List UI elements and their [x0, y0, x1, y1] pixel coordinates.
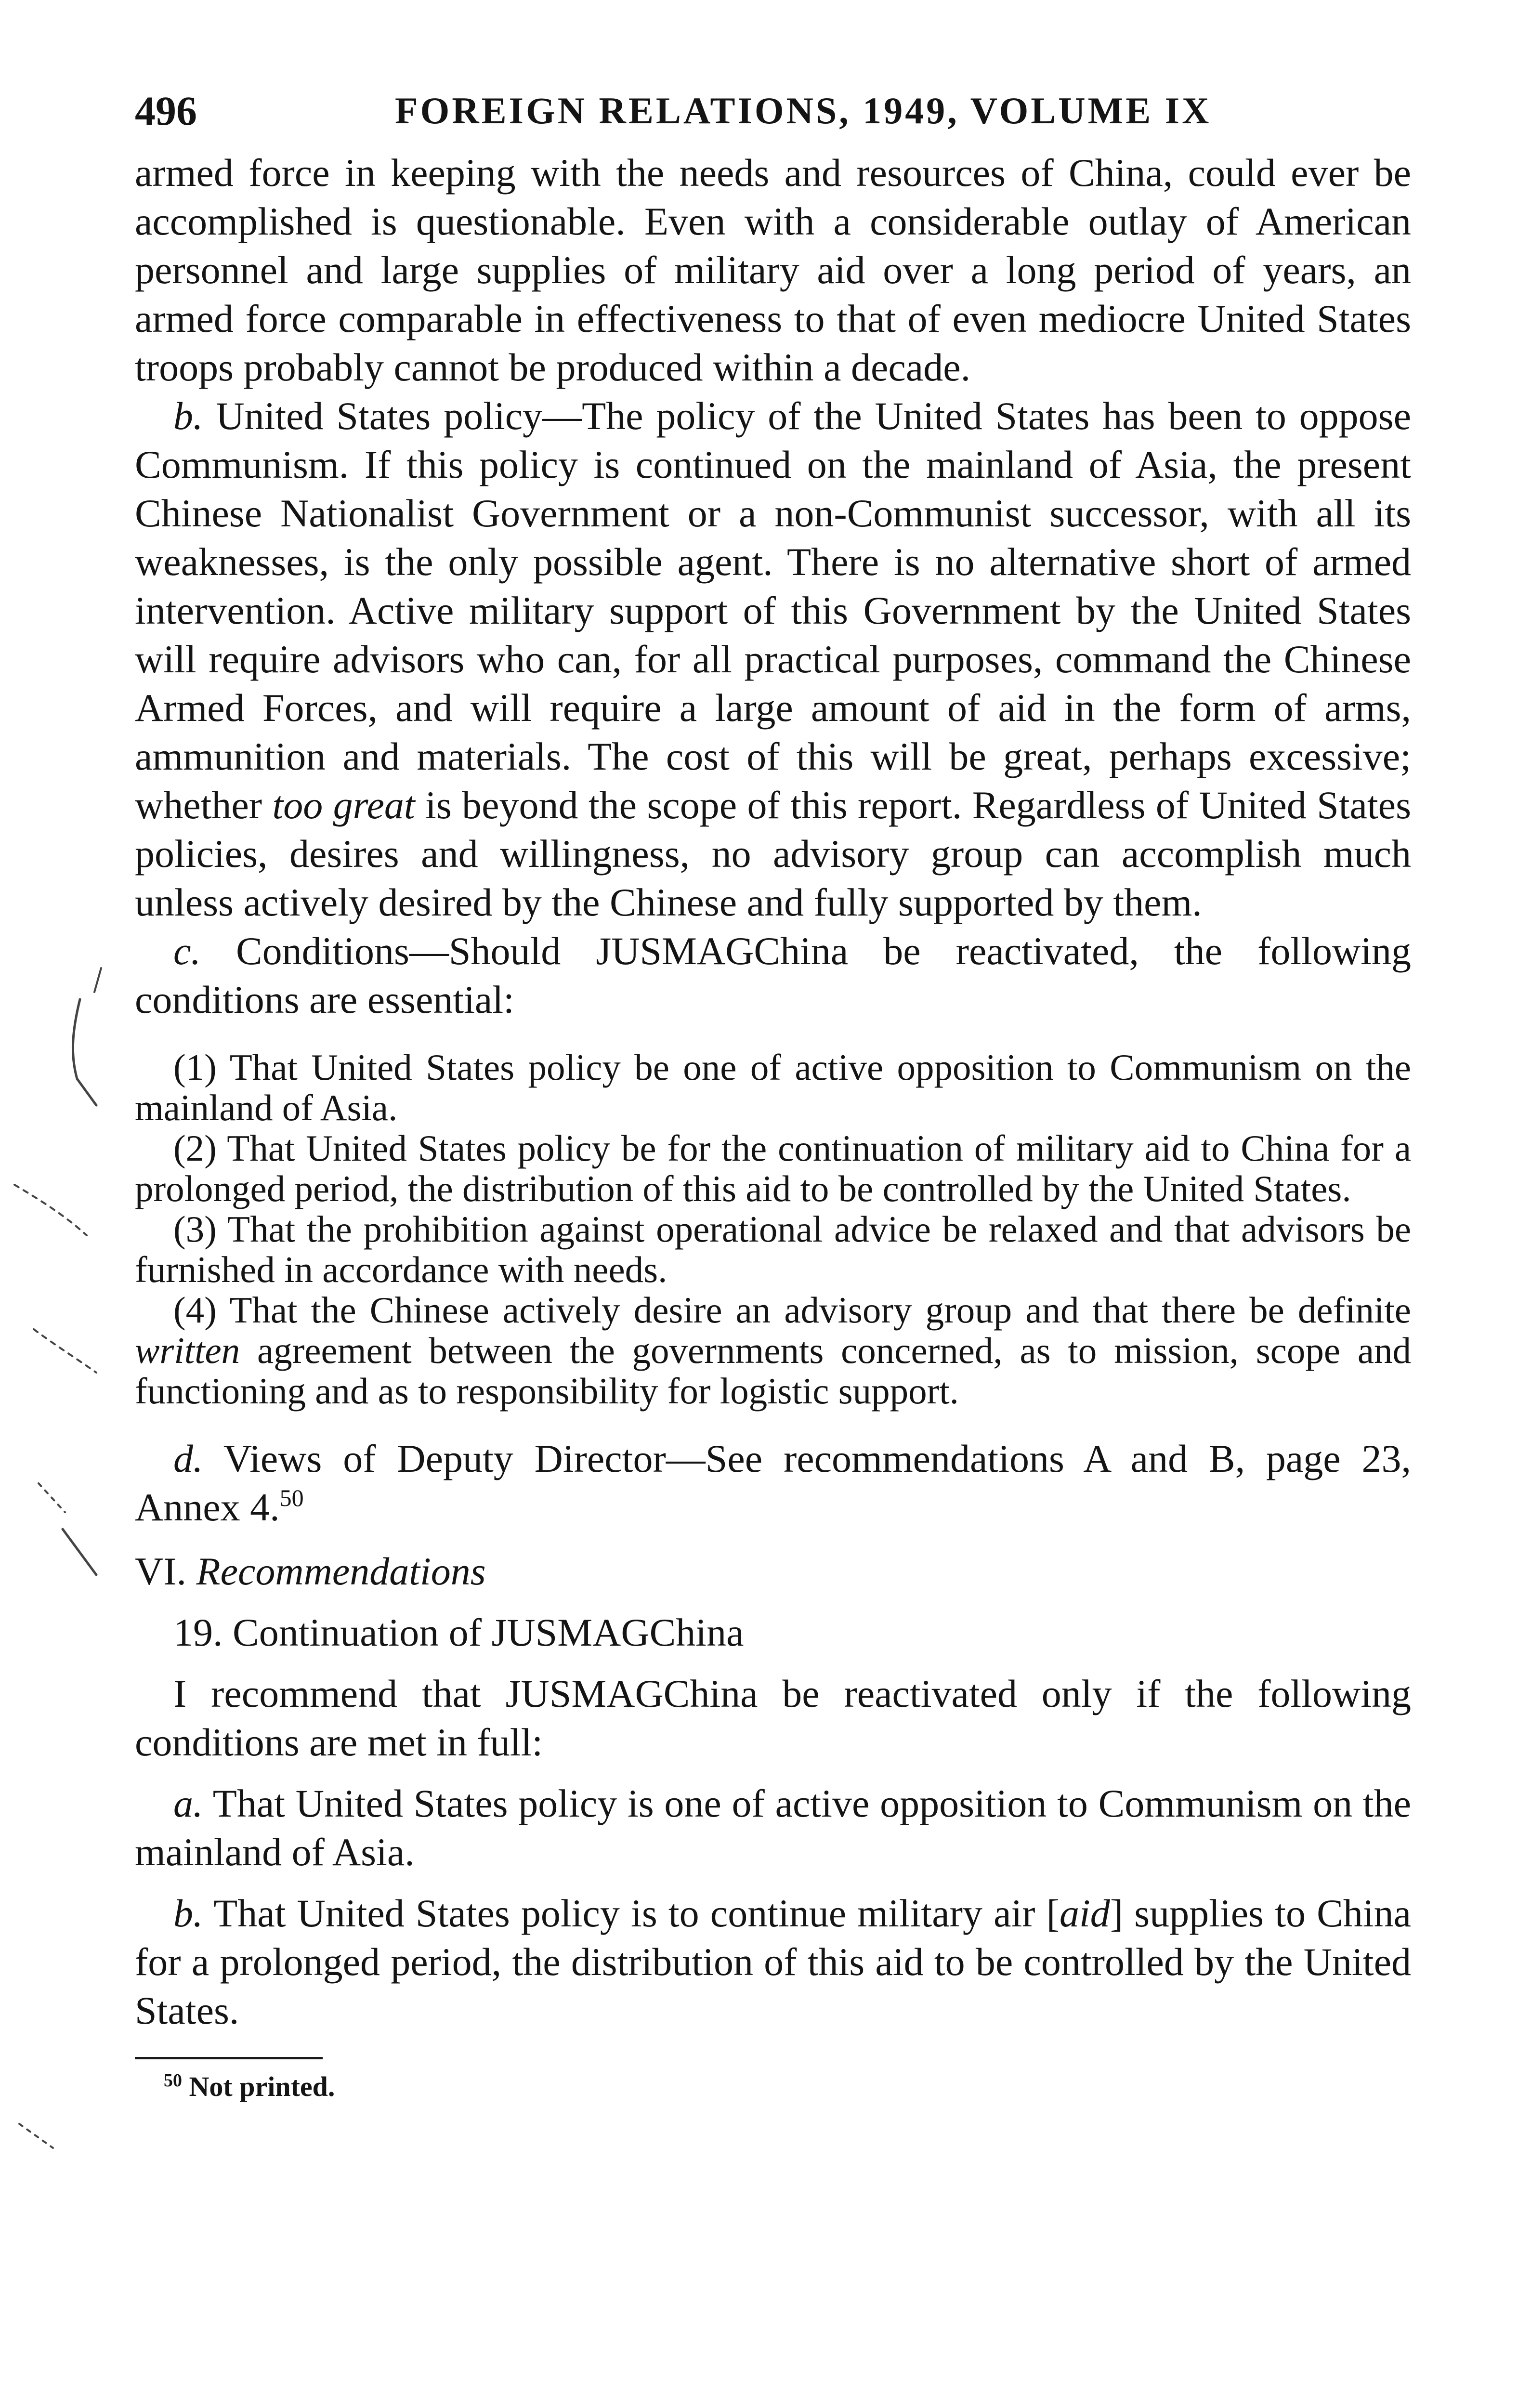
paragraph-b-marker: b.	[173, 394, 203, 438]
footnote-number: 50	[164, 2070, 182, 2091]
footnote-reference: 50	[279, 1484, 304, 1511]
condition-item-4-text-1: (4) That the Chinese actively desire an advisory group and that there be definite	[173, 1289, 1411, 1331]
paragraph-b-text-2: is beyond the scope of this report. Regardless of United States policies, desires and willingness, no advisory group can accomplish much unless actively desired by the Chinese and fully supported by them.	[135, 783, 1411, 924]
paragraph-c-text: Conditions—Should JUSMAGChina be reactivated, the following conditions are essential:	[135, 929, 1411, 1021]
recommendation-b-emphasis: aid	[1060, 1891, 1110, 1935]
conditions-list	[135, 1047, 1411, 1411]
condition-item-4	[135, 1290, 1411, 1411]
footnote-text: Not printed.	[189, 2071, 335, 2102]
condition-item-3: (3) That the prohibition against operational advice be relaxed and that advisors be furnished in accordance with needs.	[135, 1208, 1411, 1290]
recommendation-a-marker: a.	[173, 1781, 203, 1825]
paragraph-d-text: Views of Deputy Director—See recommendations A and B, page 23, Annex 4.	[135, 1437, 1411, 1529]
section-title: Recommendations	[196, 1549, 486, 1593]
recommendation-b-marker: b.	[173, 1891, 203, 1935]
document-page	[135, 82, 1411, 2104]
condition-item-4-text-2: agreement between the governments concerned, as to mission, scope and functioning and as to responsibility for logistic support.	[135, 1330, 1411, 1412]
paragraph-d-marker: d.	[173, 1437, 203, 1480]
paragraph-c-marker: c.	[173, 929, 201, 973]
item-19-heading: 19. Continuation of JUSMAGChina	[173, 1610, 744, 1654]
section-heading	[135, 1547, 1411, 1596]
footnote-divider	[135, 2057, 323, 2059]
margin-pencil-marks	[0, 0, 125, 2408]
footnote	[164, 2070, 1411, 2104]
recommendation-a	[135, 1779, 1411, 1876]
recommendation-b	[135, 1889, 1411, 2035]
paragraph-b-text-1: United States policy—The policy of the United States has been to oppose Communism. If this policy is continued on the mainland of Asia, the present Chinese Nationalist Government or a non-Communist successor, with all its weaknesses, is the only possible agent. There is no alternative short of armed intervention. Active military support of this Government by the United States will require advisors who can, for all practical purposes, command the Chinese Armed Forces, and will require a large amount of aid in the form of arms, ammunition and materials. The cost of this will be great, perhaps excessive; whether	[135, 394, 1411, 827]
condition-item-1: (1) That United States policy be one of active opposition to Communism on the mainland of Asia.	[135, 1047, 1411, 1128]
paragraph-b-emphasis: too great	[272, 783, 415, 827]
recommendation-a-text: That United States policy is one of active opposition to Communism on the mainland of Asia.	[135, 1781, 1411, 1874]
recommendation-b-text-1: That United States policy is to continue military air [	[203, 1891, 1060, 1935]
running-head	[135, 82, 1411, 140]
recommendation-intro: I recommend that JUSMAGChina be reactivated only if the following conditions are met in full:	[135, 1672, 1411, 1764]
paragraph-d	[135, 1434, 1411, 1531]
running-title: FOREIGN RELATIONS, 1949, VOLUME IX	[395, 90, 1212, 131]
page-number: 496	[135, 88, 197, 134]
condition-item-2: (2) That United States policy be for the continuation of military aid to China for a prolonged period, the distribution of this aid to be controlled by the United States.	[135, 1127, 1411, 1209]
document-body-continued	[135, 1434, 1411, 2035]
paragraph-b	[135, 392, 1411, 927]
recommendation-b-text-2: ] supplies to China for a prolonged period, the distribution of this aid to be controlled by the United States.	[135, 1891, 1411, 2032]
section-number: VI.	[135, 1549, 187, 1593]
condition-item-4-emphasis: written	[135, 1330, 240, 1371]
paragraph-continuation: armed force in keeping with the needs and resources of China, could ever be accomplished is questionable. Even with a considerable outlay of American personnel and large supplies of military aid over a long period of years, an armed force comparable in effectiveness to that of even mediocre United States troops probably cannot be produced within a decade.	[135, 151, 1411, 389]
document-body	[135, 148, 1411, 1024]
paragraph-c	[135, 927, 1411, 1024]
